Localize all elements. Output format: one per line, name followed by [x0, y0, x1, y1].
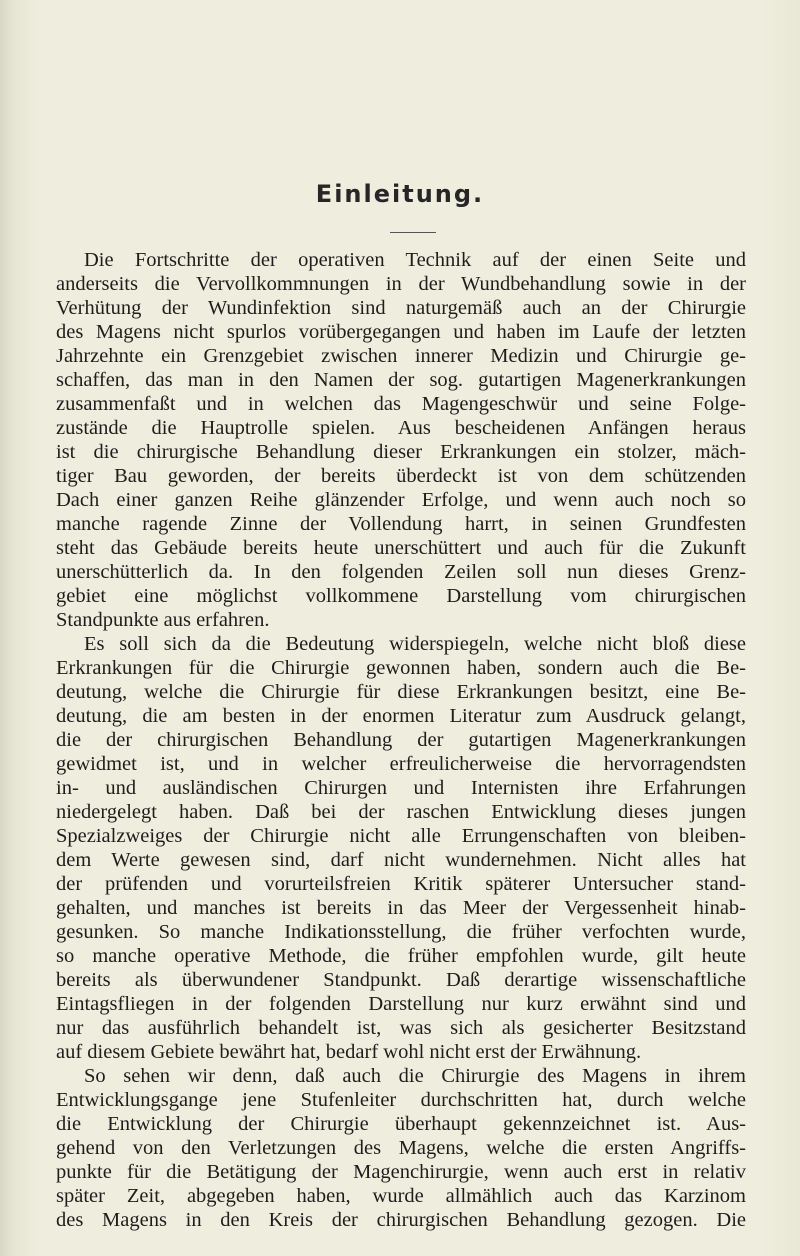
text-line: der prüfenden und vorurteilsfreien Kritik späterer Untersucher stand- [56, 873, 746, 895]
text-line: deutung, welche die Chirurgie für diese Erkrankungen besitzt, eine Be- [56, 681, 746, 703]
text-line: niedergelegt haben. Daß bei der raschen Entwicklung dieses jungen [56, 801, 746, 823]
text-line: die Entwicklung der Chirurgie überhaupt gekennzeichnet ist. Aus- [56, 1113, 746, 1135]
text-line: anderseits die Vervollkommnungen in der Wundbehandlung sowie in der [56, 273, 746, 295]
text-line: bereits als überwundener Standpunkt. Daß derartige wissenschaftliche [56, 969, 746, 991]
text-line: gewidmet ist, und in welcher erfreulicherweise die hervorragendsten [56, 753, 746, 775]
text-line: punkte für die Betätigung der Magenchirurgie, wenn auch erst in relativ [56, 1161, 746, 1183]
text-line: Eintagsfliegen in der folgenden Darstellung nur kurz erwähnt sind und [56, 993, 746, 1015]
text-line: auf diesem Gebiete bewährt hat, bedarf wohl nicht erst der Erwähnung. [56, 1041, 642, 1063]
text-line: Jahrzehnte ein Grenzgebiet zwischen innerer Medizin und Chirurgie ge- [56, 345, 746, 367]
text-line: gesunken. So manche Indikationsstellung, die früher verfochten wurde, [56, 921, 746, 943]
text-line: deutung, die am besten in der enormen Literatur zum Ausdruck gelangt, [56, 705, 746, 727]
text-line: Dach einer ganzen Reihe glänzender Erfolge, und wenn auch noch so [56, 489, 746, 511]
paragraph-3 [56, 1064, 746, 1232]
text-line: Spezialzweiges der Chirurgie nicht alle Errungenschaften von bleiben- [56, 825, 746, 847]
text-line: Die Fortschritte der operativen Technik auf der einen Seite und [84, 249, 746, 271]
text-line: gehend von den Verletzungen des Magens, welche die ersten Angriffs- [56, 1137, 746, 1159]
chapter-heading: Einleitung. [315, 180, 485, 208]
text-line: Verhütung der Wundinfektion sind naturgemäß auch an der Chirurgie [56, 297, 746, 319]
text-line: gebiet eine möglichst vollkommene Darstellung vom chirurgischen [56, 585, 746, 607]
text-line: manche ragende Zinne der Vollendung harrt, in seinen Grundfesten [56, 513, 746, 535]
paragraph-1 [56, 248, 746, 632]
text-line: so manche operative Methode, die früher empfohlen wurde, gilt heute [56, 945, 746, 967]
text-line: Erkrankungen für die Chirurgie gewonnen haben, sondern auch die Be- [56, 657, 746, 679]
text-line: zustände die Hauptrolle spielen. Aus bescheidenen Anfängen heraus [56, 417, 746, 439]
text-line: nur das ausführlich behandelt ist, was sich als gesicherter Besitzstand [56, 1017, 746, 1039]
text-line: des Magens nicht spurlos vorübergegangen und haben im Laufe der letzten [56, 321, 746, 343]
text-line: tiger Bau geworden, der bereits überdeckt ist von dem schützenden [56, 465, 746, 487]
text-line: Es soll sich da die Bedeutung widerspiegeln, welche nicht bloß diese [84, 633, 746, 655]
text-line: unerschütterlich da. In den folgenden Zeilen soll nun dieses Grenz- [56, 561, 746, 583]
text-line: in- und ausländischen Chirurgen und Internisten ihre Erfahrungen [56, 777, 746, 799]
text-line: Entwicklungsgange jene Stufenleiter durchschritten hat, durch welche [56, 1089, 746, 1111]
heading-rule [390, 232, 436, 233]
text-line: später Zeit, abgegeben haben, wurde allmählich auch das Karzinom [56, 1185, 746, 1207]
text-line: zusammenfaßt und in welchen das Magengeschwür und seine Folge- [56, 393, 746, 415]
text-line: dem Werte gewesen sind, darf nicht wundernehmen. Nicht alles hat [56, 849, 746, 871]
text-line: gehalten, und manches ist bereits in das Meer der Vergessenheit hinab- [56, 897, 746, 919]
text-line: schaffen, das man in den Namen der sog. gutartigen Magenerkrankungen [56, 369, 746, 391]
body-text [56, 248, 746, 1232]
text-line: des Magens in den Kreis der chirurgischen Behandlung gezogen. Die [56, 1209, 746, 1231]
text-line: So sehen wir denn, daß auch die Chirurgie des Magens in ihrem [84, 1065, 746, 1087]
text-line: steht das Gebäude bereits heute unerschüttert und auch für die Zukunft [56, 537, 746, 559]
text-line: ist die chirurgische Behandlung dieser Erkrankungen ein stolzer, mäch- [56, 441, 746, 463]
paragraph-2 [56, 632, 746, 1064]
text-line: Standpunkte aus erfahren. [56, 609, 270, 631]
text-line: die der chirurgischen Behandlung der gutartigen Magenerkrankungen [56, 729, 746, 751]
